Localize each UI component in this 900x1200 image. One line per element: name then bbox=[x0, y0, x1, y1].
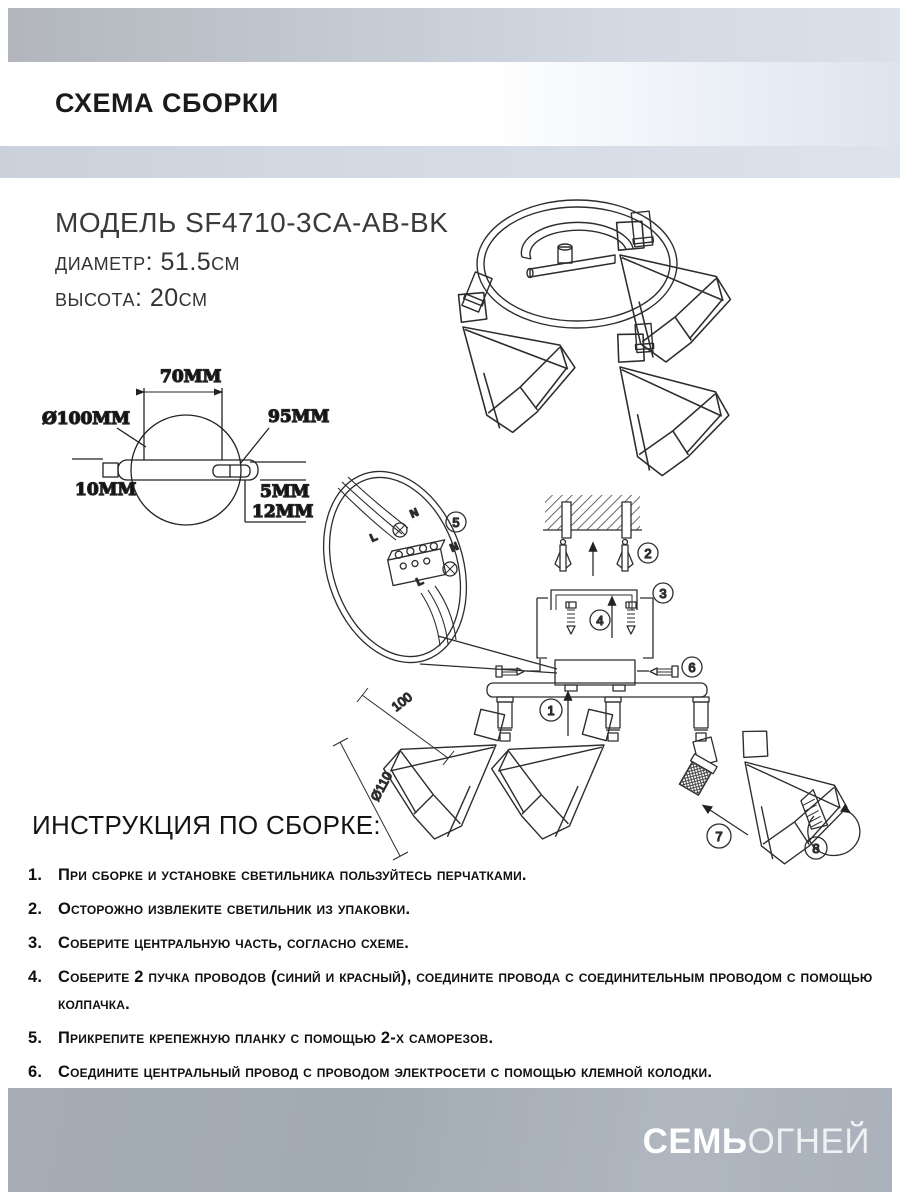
wall-anchors bbox=[555, 540, 633, 577]
side-screw-right bbox=[637, 666, 678, 677]
instruction-number: 3. bbox=[28, 934, 43, 952]
instruction-text: Осторожно извлеките светильник из упаковки. bbox=[58, 900, 411, 918]
step-1: 1 bbox=[547, 703, 555, 718]
instruction-item bbox=[28, 862, 880, 889]
instruction-item bbox=[28, 1059, 880, 1086]
step-2: 2 bbox=[644, 546, 652, 561]
instruction-text: Соедините центральный провод с проводом электросети с помощью клемной колодки. bbox=[58, 1063, 713, 1081]
step-6: 6 bbox=[688, 660, 696, 675]
wire-label-n2: N bbox=[448, 540, 461, 555]
step-markers bbox=[446, 512, 827, 859]
instruction-number: 5. bbox=[28, 1029, 43, 1047]
step-8: 8 bbox=[812, 841, 820, 856]
brand-logo bbox=[643, 1122, 870, 1162]
subheader-gradient-band bbox=[0, 146, 900, 178]
mounting-plate-dimensions bbox=[20, 350, 330, 540]
wire-label-l2: L bbox=[414, 575, 426, 589]
instruction-text: Соберите центральную часть, согласно схеме. bbox=[58, 934, 410, 952]
instruction-item bbox=[28, 930, 880, 957]
instruction-text: При сборке и установке светильника пользуйтесь перчатками. bbox=[58, 866, 527, 884]
instruction-item bbox=[28, 896, 880, 923]
dim-5mm: 5MM bbox=[260, 482, 310, 502]
socket-arm bbox=[678, 737, 718, 796]
model-number: МОДЕЛЬ SF4710-3CA-AB-BK bbox=[55, 207, 449, 238]
product-height: высота: 20см bbox=[55, 284, 208, 312]
shade-detached bbox=[718, 726, 859, 874]
shade-dim-100: 100 bbox=[388, 689, 415, 715]
lamp-holder-left bbox=[461, 272, 493, 313]
lamp-shade-left bbox=[441, 289, 584, 440]
instruction-number: 6. bbox=[28, 1063, 43, 1081]
instructions-heading: ИНСТРУКЦИЯ ПО СБОРКЕ: bbox=[32, 810, 381, 840]
step-4: 4 bbox=[596, 613, 604, 628]
canopy bbox=[496, 659, 678, 691]
instruction-item bbox=[28, 964, 880, 1018]
product-diameter: диаметр: 51.5см bbox=[55, 248, 240, 276]
instruction-text: Прикрепите крепежную планку с помощью 2-х саморезов. bbox=[58, 1029, 494, 1047]
ceiling-section bbox=[543, 495, 642, 538]
shade-dim-110: Ø110 bbox=[367, 769, 396, 804]
step-3: 3 bbox=[659, 586, 667, 601]
wire-label-n1: N bbox=[408, 506, 421, 521]
brand-bold: СЕМЬ bbox=[642, 1122, 748, 1161]
mounting-bracket bbox=[537, 590, 653, 658]
plate-drawing bbox=[103, 415, 258, 525]
dim-12mm: 12MM bbox=[252, 502, 314, 522]
wire-label-l1: L bbox=[368, 531, 380, 545]
step-5: 5 bbox=[452, 515, 460, 530]
detach-arrow bbox=[704, 806, 748, 835]
side-screw-left bbox=[496, 659, 540, 677]
instruction-item bbox=[28, 1025, 880, 1052]
dim-100mm: Ø100MM bbox=[42, 409, 130, 429]
dim-10mm: 10MM bbox=[75, 480, 137, 500]
brand-light: ОГНЕЙ bbox=[747, 1122, 870, 1161]
instructions-list bbox=[28, 862, 880, 1093]
instruction-text: Соберите 2 пучка проводов (синий и красный), соедините провода с соединительным проводом с помощью колпачка. bbox=[58, 968, 873, 1013]
footer-band bbox=[8, 1088, 892, 1192]
instruction-number: 4. bbox=[28, 968, 43, 986]
shade-left bbox=[384, 709, 505, 839]
assembly-diagram bbox=[300, 440, 900, 885]
lamp-shade-top-right bbox=[594, 217, 741, 371]
step-7: 7 bbox=[715, 829, 723, 844]
dim-70mm: 70MM bbox=[160, 367, 222, 387]
spiral-base bbox=[477, 200, 677, 328]
instruction-number: 2. bbox=[28, 900, 43, 918]
header-gradient-band bbox=[8, 8, 900, 62]
wiring-detail-magnifier bbox=[300, 453, 557, 681]
page-title: СХЕМА СБОРКИ bbox=[55, 88, 279, 118]
shade-middle bbox=[492, 709, 613, 839]
dim-95mm: 95MM bbox=[268, 407, 330, 427]
instruction-number: 1. bbox=[28, 866, 43, 884]
